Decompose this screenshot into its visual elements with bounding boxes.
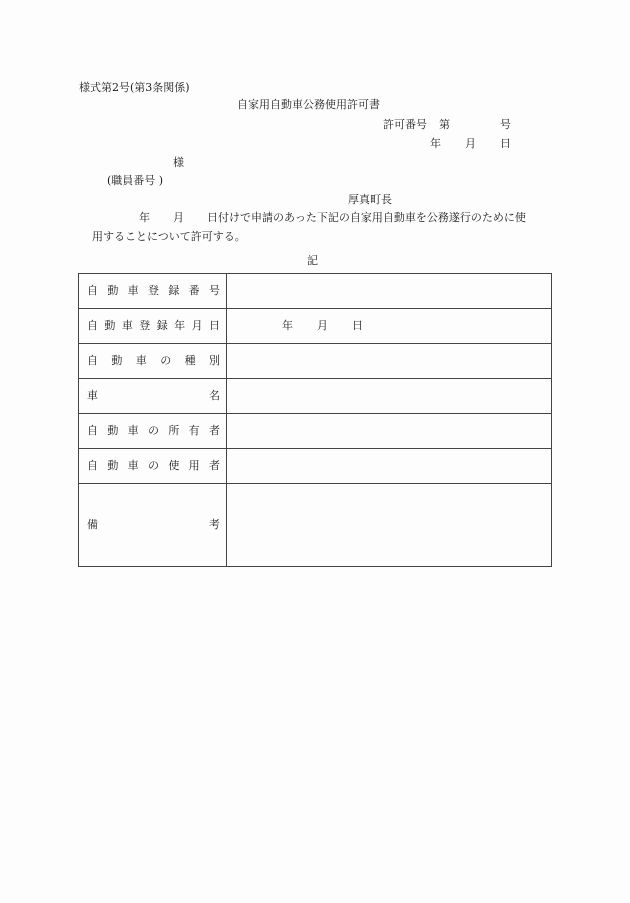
addressee-honorific: 様: [173, 156, 184, 169]
document-title: 自家用自動車公務使用許可書: [237, 98, 380, 111]
row-label-vehicle-type: 自動車の種別: [79, 344, 227, 379]
registration-date-value: [227, 309, 552, 344]
row-label-vehicle-name: 車名: [79, 379, 227, 414]
issue-date-day: 日: [500, 137, 511, 150]
body-year: 年: [139, 211, 150, 224]
permit-number-suffix: 号: [500, 118, 511, 131]
row-label-user: 自動車の使用者: [79, 449, 227, 484]
table-row: [79, 344, 552, 379]
table-row: [79, 309, 552, 344]
permit-number-prefix: 第: [439, 118, 450, 131]
row-label-registration-number: 自動車登録番号: [79, 274, 227, 309]
body-text-1: 日付けで申請のあった下記の自家用自動車を公務遂行のために使: [207, 211, 526, 224]
vehicle-type-value: [227, 344, 552, 379]
reg-date-day: 日: [352, 319, 363, 332]
body-line-1: [139, 211, 526, 225]
registration-number-value: [227, 274, 552, 309]
ki-heading: 記: [307, 254, 318, 267]
remarks-value: [227, 484, 552, 567]
user-value: [227, 449, 552, 484]
vehicle-name-value: [227, 379, 552, 414]
reg-date-year: 年: [282, 319, 293, 332]
table-row: [79, 379, 552, 414]
row-label-registration-date: 自動車登録年月日: [79, 309, 227, 344]
table-row: [79, 484, 552, 567]
table-row: [79, 274, 552, 309]
vehicle-info-table: [78, 273, 552, 567]
permit-number-label: 許可番号: [383, 118, 427, 131]
owner-value: [227, 414, 552, 449]
body-line-2: 用することについて許可する。: [92, 230, 246, 243]
form-number-label: 様式第2号(第3条関係): [79, 81, 190, 94]
body-month: 月: [173, 211, 184, 224]
issue-date-year: 年: [430, 137, 441, 150]
issue-date-month: 月: [465, 137, 476, 150]
table-row: [79, 449, 552, 484]
table-row: [79, 414, 552, 449]
row-label-remarks: 備考: [79, 484, 227, 567]
issuer-name: 厚真町長: [348, 193, 392, 206]
staff-number-label: (職員番号 ): [107, 174, 164, 187]
row-label-owner: 自動車の所有者: [79, 414, 227, 449]
reg-date-month: 月: [317, 319, 328, 332]
